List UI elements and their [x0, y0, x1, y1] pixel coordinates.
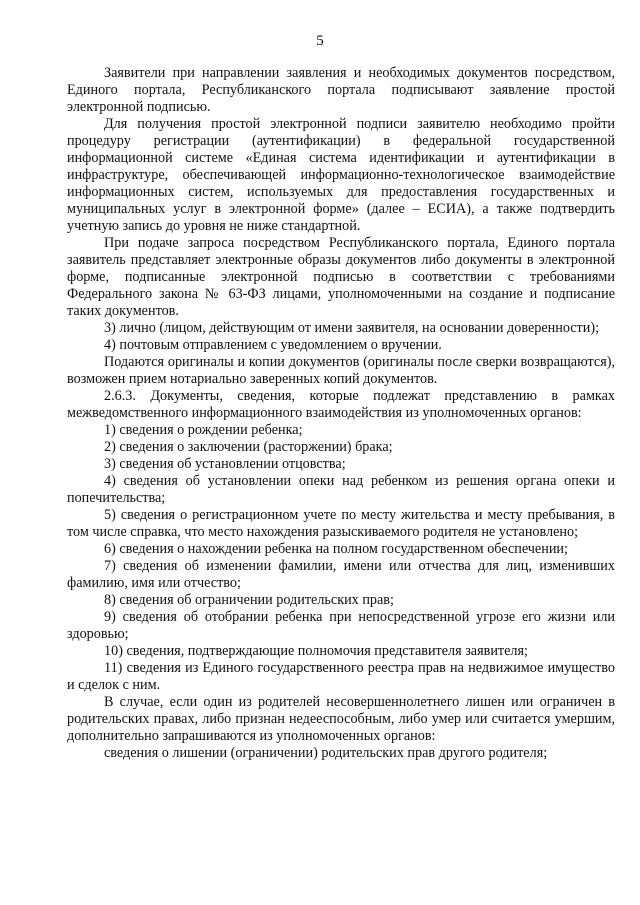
paragraph-portal-submission: При подаче запроса посредством Республиканского портала, Единого портала заявитель представляет электронные образы документов либо документы в электронной форме, подписанные электронной подписью в соответствии с требованиями Федерального закона № 63-ФЗ лицами, уполномоченными на создание и подписание таких документов. — [67, 235, 615, 319]
list-item-birth: 1) сведения о рождении ребенка; — [104, 422, 303, 438]
list-item-guardianship: 4) сведения об установлении опеки над ребенком из решения органа опеки и попечительства; — [67, 473, 615, 506]
list-item-state-care: 6) сведения о нахождении ребенка на полном государственном обеспечении; — [104, 541, 568, 557]
paragraph-deprivation-info: сведения о лишении (ограничении) родительских прав другого родителя; — [104, 745, 548, 761]
paragraph-e-signature: Заявители при направлении заявления и необходимых документов посредством, Единого портала, Республиканского портала подписывают заявление простой электронной подписью. — [67, 65, 615, 115]
paragraph-esia-registration: Для получения простой электронной подписи заявителю необходимо пройти процедуру регистрации (аутентификации) в федеральной государственной информационной системе «Единая система идентификации и аутентификации в инфраструктуре, обеспечивающей информационно-технологическое взаимодействие информационных систем, используемых для предоставления государственных и муниципальных услуг в электронной форме» (далее – ЕСИА), а также подтвердить учетную запись до уровня не ниже стандартной. — [67, 116, 615, 234]
list-item-paternity: 3) сведения об установлении отцовства; — [104, 456, 346, 472]
list-item-by-mail: 4) почтовым отправлением с уведомлением о вручении. — [104, 337, 442, 353]
page-number: 5 — [316, 33, 324, 49]
list-item-property-registry: 11) сведения из Единого государственного реестра прав на недвижимое имущество и сделок с ним. — [67, 660, 615, 693]
paragraph-originals-copies: Подаются оригиналы и копии документов (оригиналы после сверки возвращаются), возможен прием нотариально заверенных копий документов. — [67, 354, 615, 387]
list-item-child-removal: 9) сведения об отобрании ребенка при непосредственной угрозе его жизни или здоровью; — [67, 609, 615, 642]
list-item-representative: 10) сведения, подтверждающие полномочия представителя заявителя; — [104, 643, 528, 659]
document-body — [67, 65, 615, 762]
section-heading-2-6-3: 2.6.3. Документы, сведения, которые подлежат представлению в рамках межведомственного информационного взаимодействия из уполномоченных органов: — [67, 388, 615, 421]
paragraph-parent-deprived: В случае, если один из родителей несовершеннолетнего лишен или ограничен в родительских правах, либо признан недееспособным, либо умер или считается умершим, дополнительно запрашиваются из уполномоченных органов: — [67, 694, 615, 744]
list-item-in-person: 3) лично (лицом, действующим от имени заявителя, на основании доверенности); — [104, 320, 600, 336]
list-item-rights-limitation: 8) сведения об ограничении родительских прав; — [104, 592, 394, 608]
list-item-registration: 5) сведения о регистрационном учете по месту жительства и месту пребывания, в том числе справка, что место нахождения разыскиваемого родителя не установлено; — [67, 507, 615, 540]
list-item-name-change: 7) сведения об изменении фамилии, имени или отчества для лиц, изменивших фамилию, имя или отчество; — [67, 558, 615, 591]
list-item-marriage: 2) сведения о заключении (расторжении) брака; — [104, 439, 393, 455]
